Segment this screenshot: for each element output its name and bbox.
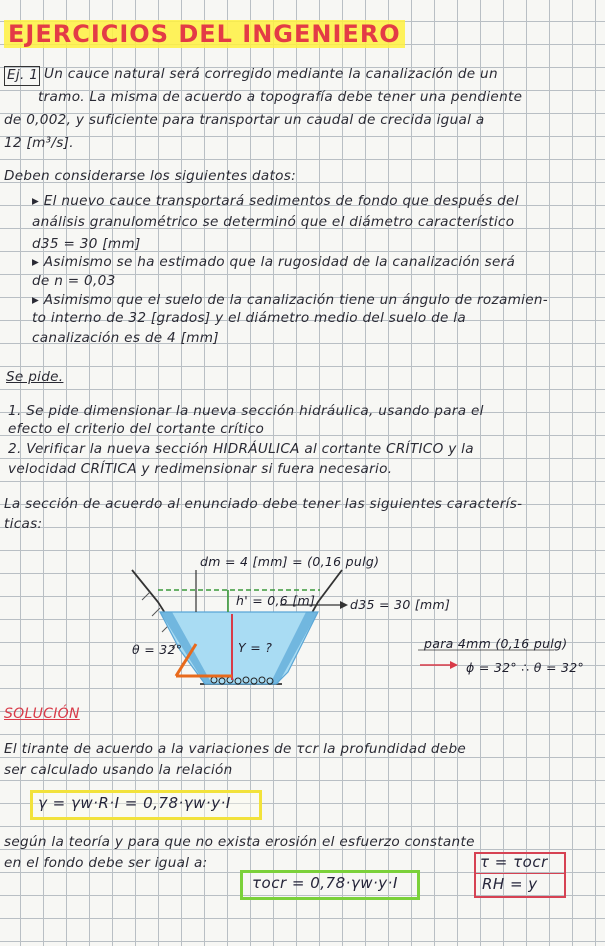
depth-label: Y = ?	[238, 640, 273, 655]
section-note-line-2: ticas:	[4, 516, 43, 532]
bullet-line-7: to interno de 32 [grados] y el diámetro medio del suelo de la	[32, 310, 466, 326]
sol-text2-line-2: en el fondo debe ser igual a:	[4, 855, 208, 871]
task-line-3: 2. Verificar la nueva sección HIDRÁULICA al cortante CRÍTICO y la	[8, 441, 474, 457]
result-box-divider	[474, 873, 566, 874]
intro-line-4: 12 [m³/s].	[4, 135, 74, 151]
task-line-1: 1. Se pide dimensionar la nueva sección hidráulica, usando para el	[8, 403, 484, 419]
intro-line-3: de 0,002, y suficiente para transportar un caudal de crecida igual a	[4, 112, 485, 128]
solucion-heading: SOLUCIÓN	[4, 706, 80, 722]
exercise-label: Ej. 1	[7, 67, 39, 83]
phi-arrow-head	[450, 661, 458, 669]
bullet-line-4: ▸ Asimismo se ha estimado que la rugosidad de la canalización será	[32, 254, 516, 270]
task-line-2: efecto el criterio del cortante crítico	[8, 421, 265, 437]
bullet-line-2: análisis granulométrico se determinó que el diámetro característico	[32, 214, 515, 230]
d35-arrow-head	[340, 601, 348, 609]
page-title: EJERCICIOS DEL INGENIERO	[4, 20, 405, 48]
para-label: para 4mm (0,16 pulg)	[424, 636, 568, 651]
theta-label: θ = 32°	[132, 642, 183, 657]
freeboard-label: h' = 0,6 [m]	[236, 593, 316, 608]
box-eq-2: RH = y	[482, 875, 538, 893]
bullet-line-6: ▸ Asimismo que el suelo de la canalización tiene un ángulo de rozamien-	[32, 292, 548, 308]
formula2: τocr = 0,78·γw·y·I	[252, 874, 398, 892]
dm-label: dm = 4 [mm] = (0,16 pulg)	[200, 554, 380, 569]
d35-label: d35 = 30 [mm]	[350, 597, 451, 612]
data-heading: Deben considerarse los siguientes datos:	[4, 168, 297, 184]
bullet-line-1: ▸ El nuevo cauce transportará sedimentos de fondo que después del	[32, 193, 519, 209]
formula1: γ = γw·R·I = 0,78·γw·y·I	[38, 794, 231, 812]
sol-text-line-1: El tirante de acuerdo a la variaciones de τcr la profundidad debe	[4, 741, 467, 757]
sol-text-line-2: ser calculado usando la relación	[4, 762, 233, 778]
phi-label: ɸ = 32° ∴ θ = 32°	[466, 660, 585, 675]
se-pide-heading: Se pide.	[6, 369, 64, 385]
intro-line-1: Un cauce natural será corregido mediante la canalización de un	[44, 66, 498, 82]
bullet-line-8: canalización es de 4 [mm]	[32, 330, 219, 346]
bullet-line-3: d35 = 30 [mm]	[32, 236, 141, 252]
sol-text2-line-1: según la teoría y para que no exista erosión el esfuerzo constante	[4, 834, 475, 850]
box-eq-1: τ = τocr	[480, 853, 548, 871]
task-line-4: velocidad CRÍTICA y redimensionar si fuera necesario.	[8, 461, 393, 477]
bullet-line-5: de n = 0,03	[32, 273, 116, 289]
intro-line-2: tramo. La misma de acuerdo a topografía debe tener una pendiente	[38, 89, 523, 105]
section-note-line-1: La sección de acuerdo al enunciado debe tener las siguientes caracterís-	[4, 496, 523, 512]
